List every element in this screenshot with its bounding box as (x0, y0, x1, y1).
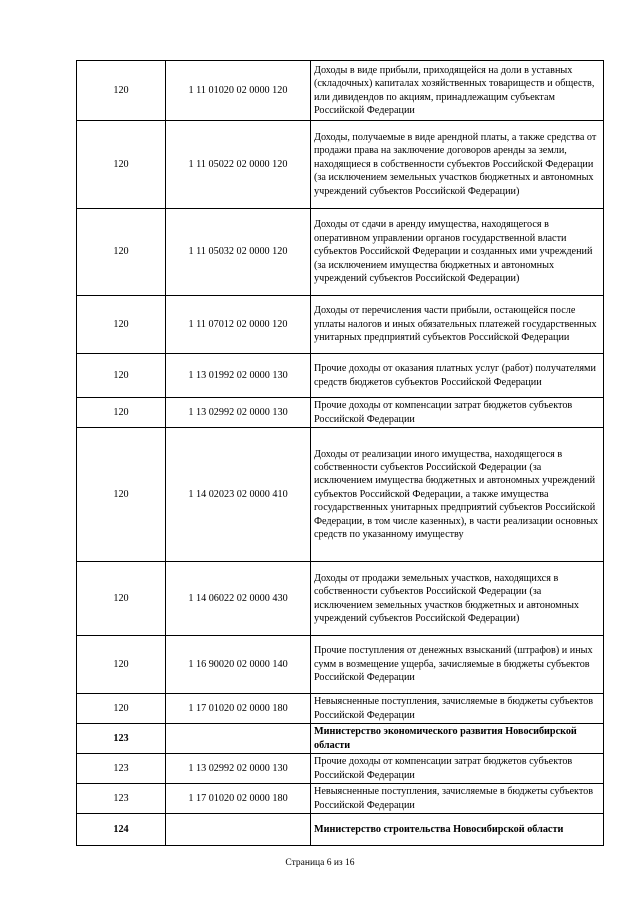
table-row (77, 61, 604, 121)
revenue-description-cell: Невыясненные поступления, зачисляемые в бюджеты субъектов Российской Федерации (311, 694, 604, 724)
page-number-footer: Страница 6 из 16 (285, 858, 355, 868)
revenue-description-cell: Прочие поступления от денежных взысканий (штрафов) и иных сумм в возмещение ущерба, зачисляемые в бюджеты субъектов Российской Федерации (311, 636, 604, 694)
ministry-name-cell: Министерство строительства Новосибирской области (311, 814, 604, 846)
kbk-code-cell: 1 17 01020 02 0000 180 (166, 784, 311, 814)
admin-code-cell: 120 (77, 428, 166, 562)
admin-code-cell: 120 (77, 398, 166, 428)
revenue-description-cell: Доходы от сдачи в аренду имущества, находящегося в оперативном управлении органов государственной власти субъектов Российской Федерации и созданных ими учреждений (за исключением имущества бюджетных и автономных учреждений субъектов Российской Федерации) (311, 209, 604, 296)
admin-code-cell: 120 (77, 296, 166, 354)
table-row (77, 296, 604, 354)
kbk-code-cell: 1 11 01020 02 0000 120 (166, 61, 311, 121)
kbk-code-cell: 1 11 07012 02 0000 120 (166, 296, 311, 354)
table-row (77, 636, 604, 694)
admin-code-cell: 120 (77, 61, 166, 121)
table-row (77, 209, 604, 296)
table-row (77, 121, 604, 209)
table-row (77, 754, 604, 784)
table-row-ministry-header (77, 814, 604, 846)
admin-code-cell: 120 (77, 694, 166, 724)
admin-code-cell: 123 (77, 784, 166, 814)
table-row (77, 428, 604, 562)
kbk-code-cell: 1 11 05032 02 0000 120 (166, 209, 311, 296)
kbk-code-cell: 1 13 02992 02 0000 130 (166, 398, 311, 428)
table-row (77, 398, 604, 428)
admin-code-cell: 120 (77, 121, 166, 209)
table-row-ministry-header (77, 724, 604, 754)
kbk-code-cell: 1 13 01992 02 0000 130 (166, 354, 311, 398)
kbk-code-cell: 1 14 06022 02 0000 430 (166, 562, 311, 636)
revenue-description-cell: Прочие доходы от оказания платных услуг (работ) получателями средств бюджетов субъектов Российской Федерации (311, 354, 604, 398)
revenue-description-cell: Доходы в виде прибыли, приходящейся на доли в уставных (складочных) капиталах хозяйственных товариществ и обществ, или дивидендов по акциям, принадлежащим субъектам Российской Федерации (311, 61, 604, 121)
ministry-name-cell: Министерство экономического развития Новосибирской области (311, 724, 604, 754)
revenue-description-cell: Прочие доходы от компенсации затрат бюджетов субъектов Российской Федерации (311, 398, 604, 428)
revenue-codes-table (76, 60, 604, 846)
kbk-code-cell: 1 17 01020 02 0000 180 (166, 694, 311, 724)
table-row (77, 354, 604, 398)
admin-code-cell: 120 (77, 354, 166, 398)
revenue-description-cell: Доходы, получаемые в виде арендной платы, а также средства от продажи права на заключение договоров аренды за земли, находящиеся в собственности субъектов Российской Федерации (за исключением земельных участков бюджетных и автономных учреждений субъектов Российской Федерации) (311, 121, 604, 209)
admin-code-cell: 120 (77, 636, 166, 694)
table-row (77, 784, 604, 814)
revenue-description-cell: Доходы от перечисления части прибыли, остающейся после уплаты налогов и иных обязательных платежей государственных унитарных предприятий субъектов Российской Федерации (311, 296, 604, 354)
kbk-code-cell (166, 814, 311, 846)
admin-code-cell: 124 (77, 814, 166, 846)
revenue-description-cell: Прочие доходы от компенсации затрат бюджетов субъектов Российской Федерации (311, 754, 604, 784)
admin-code-cell: 120 (77, 562, 166, 636)
kbk-code-cell: 1 16 90020 02 0000 140 (166, 636, 311, 694)
kbk-code-cell: 1 14 02023 02 0000 410 (166, 428, 311, 562)
revenue-description-cell: Невыясненные поступления, зачисляемые в бюджеты субъектов Российской Федерации (311, 784, 604, 814)
revenue-description-cell: Доходы от реализации иного имущества, находящегося в собственности субъектов Российской Федерации (за исключением имущества бюджетных и автономных учреждений субъектов Российской Федерации, а также имущества государственных унитарных предприятий субъектов Российской Федерации, в том числе казенных), в части реализации основных средств по указанному имуществу (311, 428, 604, 562)
admin-code-cell: 123 (77, 724, 166, 754)
table-row (77, 562, 604, 636)
table-row (77, 694, 604, 724)
kbk-code-cell: 1 13 02992 02 0000 130 (166, 754, 311, 784)
admin-code-cell: 123 (77, 754, 166, 784)
kbk-code-cell: 1 11 05022 02 0000 120 (166, 121, 311, 209)
revenue-description-cell: Доходы от продажи земельных участков, находящихся в собственности субъектов Российской Федерации (за исключением земельных участков бюджетных и автономных учреждений субъектов Российской Федерации) (311, 562, 604, 636)
admin-code-cell: 120 (77, 209, 166, 296)
kbk-code-cell (166, 724, 311, 754)
